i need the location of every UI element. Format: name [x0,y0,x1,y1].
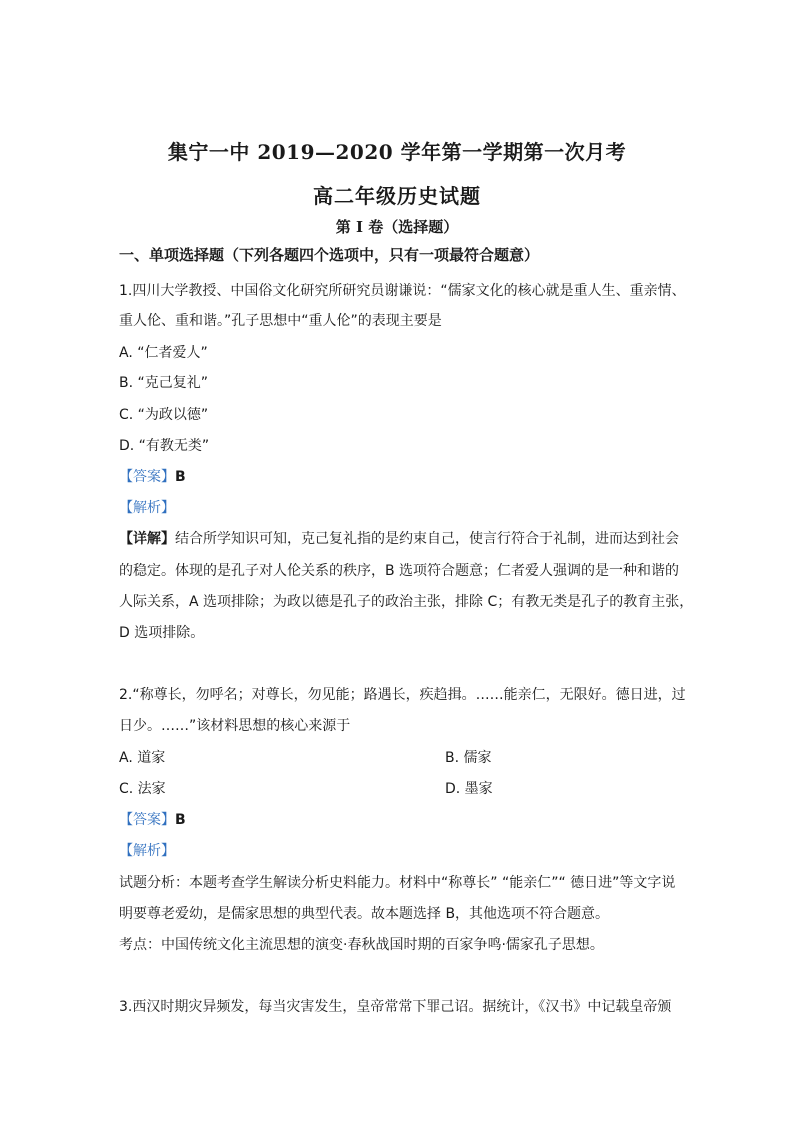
q2-option-a: A. 道家 [119,750,166,766]
q1-option-d: D. “有教无类” [119,438,210,454]
q2-answer [119,810,186,830]
q3-stem-line1: 3.西汉时期灾异频发，每当灾害发生，皇帝常常下罪己诏。据统计，《汉书》中记载皇帝颁 [119,999,672,1015]
answer-value: B [175,469,186,485]
q2-analysis-line2: 明要尊老爱幼，是儒家思想的典型代表。故本题选择 B，其他选项不符合题意。 [119,906,610,922]
detail-tag: 【详解】 [119,531,175,547]
q1-option-c: C. “为政以德” [119,407,209,423]
section-heading: 一、单项选择题（下列各题四个选项中，只有一项最符合题意） [119,246,540,264]
q2-analysis-line1: 试题分析：本题考查学生解读分析史料能力。材料中“称尊长” “能亲仁”“ 德日进”等文字说 [119,875,676,891]
answer-tag: 【答案】 [119,469,175,485]
detail-text: 结合所学知识可知，克己复礼指的是约束自己，使言行符合于礼制，进而达到社会 [175,531,679,547]
q1-detail-line1 [119,529,679,549]
q1-stem-line2: 重人伦、重和谐。”孔子思想中“重人伦”的表现主要是 [119,313,442,329]
q2-analysis-tag: 【解析】 [119,843,175,859]
q1-stem-line1: 1.四川大学教授、中国俗文化研究所研究员谢谦说：“儒家文化的核心就是重人生、重亲情、 [119,283,686,299]
q1-option-a: A. “仁者爱人” [119,345,208,361]
answer-tag: 【答案】 [119,812,175,828]
q1-detail-line2: 的稳定。体现的是孔子对人伦关系的秩序，B 选项符合题意；仁者爱人强调的是一种和谐的 [119,563,680,579]
q2-stem-line2: 日少。……”该材料思想的核心来源于 [119,718,351,734]
answer-value: B [175,812,186,828]
q2-option-d: D. 墨家 [445,781,493,797]
q2-option-c: C. 法家 [119,781,166,797]
q1-detail-line3: 人际关系，A 选项排除；为政以德是孔子的政治主张，排除 C；有教无类是孔子的教育主张， [119,594,694,610]
q1-detail-line4: D 选项排除。 [119,625,205,641]
q1-option-b: B. “克己复礼” [119,375,209,391]
q1-analysis-tag: 【解析】 [119,500,175,516]
exam-title: 集宁一中 2019—2020 学年第一学期第一次月考 [167,140,627,164]
volume-title: 第 I 卷（选择题） [335,218,459,236]
q1-answer [119,467,186,487]
q2-kaodian: 考点：中国传统文化主流思想的演变·春秋战国时期的百家争鸣·儒家孔子思想。 [119,937,604,953]
exam-subtitle: 高二年级历史试题 [313,184,481,208]
q2-stem-line1: 2.“称尊长，勿呼名；对尊长，勿见能；路遇长，疾趋揖。……能亲仁，无限好。德日进，过 [119,687,686,703]
q2-option-b: B. 儒家 [445,750,492,766]
